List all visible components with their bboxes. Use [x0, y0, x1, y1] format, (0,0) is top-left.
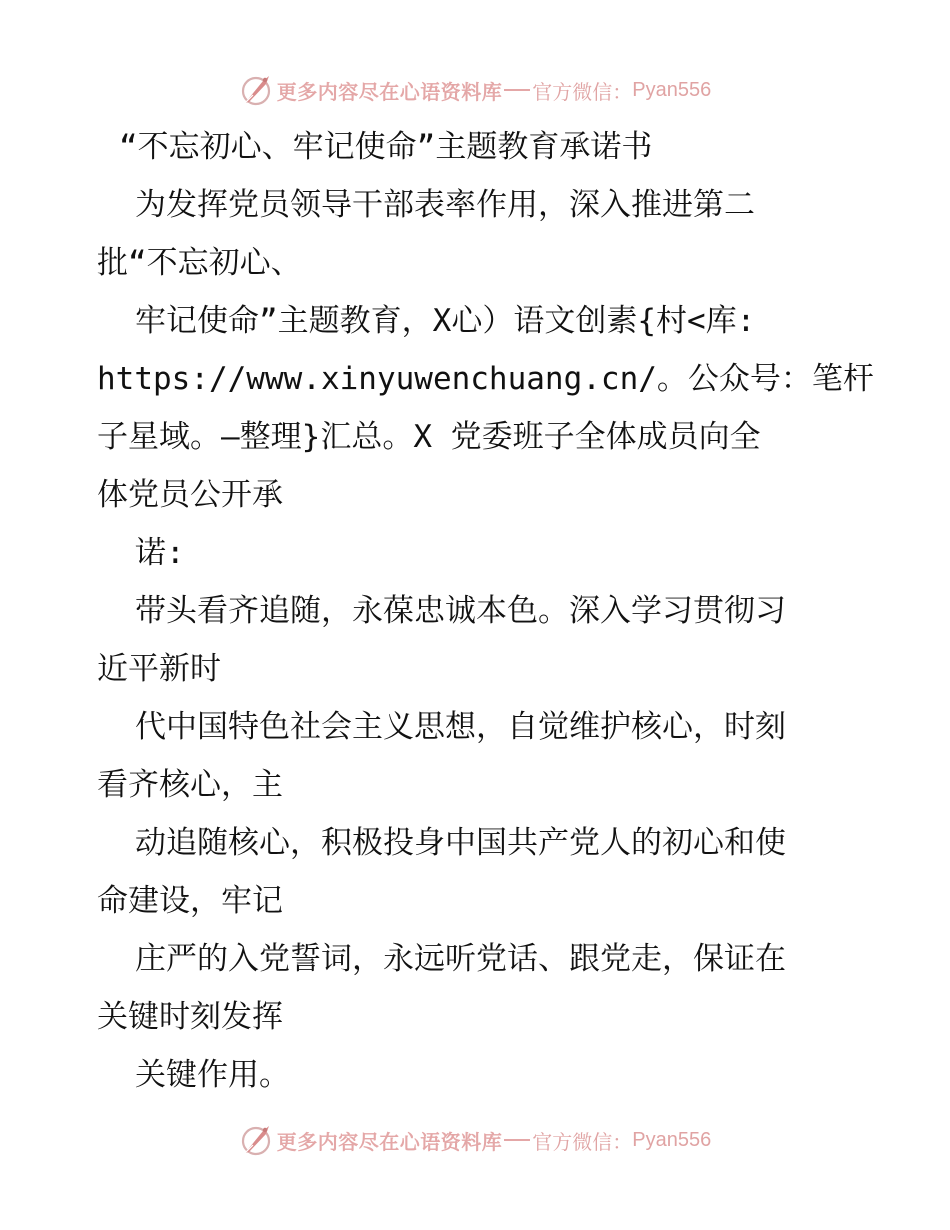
paragraph-line: 动追随核心，积极投身中国共产党人的初心和使 — [135, 825, 786, 861]
paragraph-line: 批“不忘初心、 — [97, 245, 302, 281]
watermark-dash — [504, 1139, 530, 1141]
paragraph-line: 代中国特色社会主义思想，自觉维护核心，时刻 — [135, 709, 786, 745]
paragraph-line: 命建设，牢记 — [97, 883, 283, 919]
watermark-main-text: 更多内容尽在心语资料库 — [276, 79, 503, 104]
watermark-dash — [504, 89, 530, 91]
document-body — [97, 118, 874, 1104]
quill-pen-circle-icon — [239, 1123, 273, 1157]
paragraph-line: 带头看齐追随，永葆忠诚本色。深入学习贯彻习 — [135, 593, 786, 629]
paragraph-line: 近平新时 — [97, 651, 221, 687]
paragraph-line: 看齐核心，主 — [97, 767, 283, 803]
paragraph-line: 牢记使命”主题教育，X心）语文创素{村<库: — [135, 303, 756, 339]
watermark-id-text: Pyan556 — [632, 1128, 712, 1151]
header-watermark — [0, 72, 950, 108]
watermark-brand-text: 官方微信： — [532, 79, 633, 104]
paragraph-line: 关键时刻发挥 — [97, 999, 283, 1035]
watermark-id-text: Pyan556 — [632, 78, 712, 101]
document-title: “不忘初心、牢记使命”主题教育承诺书 — [119, 129, 653, 165]
paragraph-line: https://www.xinyuwenchuang.cn/。公众号：笔杆 — [97, 361, 874, 397]
paragraph-line: 体党员公开承 — [97, 477, 283, 513]
watermark-main-text: 更多内容尽在心语资料库 — [276, 1129, 503, 1154]
paragraph-line: 庄严的入党誓词，永远听党话、跟党走，保证在 — [135, 941, 786, 977]
footer-watermark — [0, 1122, 950, 1158]
quill-pen-circle-icon — [239, 73, 273, 107]
paragraph-line: 为发挥党员领导干部表率作用，深入推进第二 — [135, 187, 755, 223]
paragraph-line: 子星域。—整理}汇总。X 党委班子全体成员向全 — [97, 419, 761, 455]
paragraph-line: 诺: — [135, 535, 185, 571]
paragraph-line: 关键作用。 — [135, 1057, 290, 1093]
watermark-brand-text: 官方微信： — [532, 1129, 633, 1154]
